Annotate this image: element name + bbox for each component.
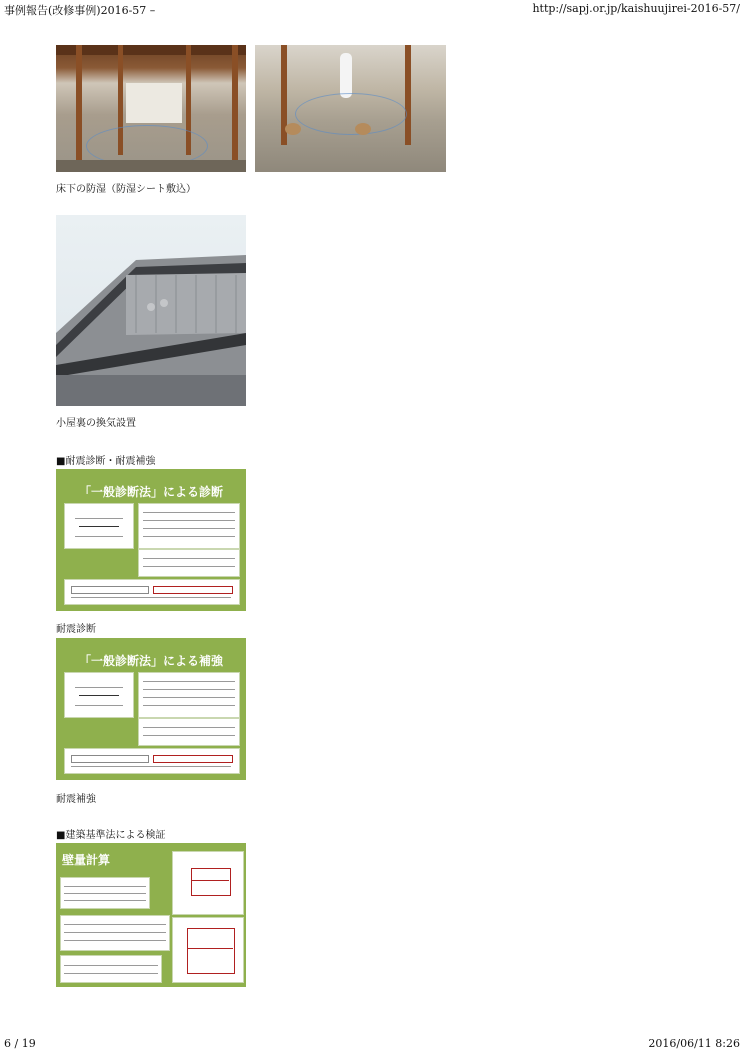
wall-calculation-slide	[56, 843, 246, 987]
wall-table-panel-2	[60, 915, 170, 951]
diagnosis-slide-title: 「一般診断法」による診断	[78, 485, 223, 499]
page-number: 6 / 19	[4, 1037, 36, 1050]
underfloor-photo-1	[56, 45, 246, 172]
attic-ventilation-photo	[56, 215, 246, 406]
caption-attic: 小屋裏の換気設置	[56, 418, 136, 429]
diagnosis-subtable-panel	[138, 549, 240, 577]
page-header-url[interactable]: http://sapj.or.jp/kaishuujirei-2016-57/	[532, 2, 740, 15]
reinforcement-table-panel	[138, 672, 240, 718]
page-header-title: 事例報告(改修事例)2016-57 –	[4, 4, 156, 17]
print-datetime: 2016/06/11 8:26	[648, 1037, 740, 1050]
caption-underfloor: 床下の防湿（防湿シート敷込）	[56, 184, 196, 195]
caption-diagnosis: 耐震診断	[56, 624, 96, 635]
diagnosis-summary-panel	[64, 503, 134, 549]
reinforcement-subtable-panel	[138, 718, 240, 746]
reinforcement-result-panel	[64, 748, 240, 774]
heading-seismic: ■耐震診断・耐震補強	[56, 456, 156, 467]
underfloor-photo-2	[255, 45, 446, 172]
heading-building-code: ■建築基準法による検証	[56, 830, 166, 841]
diagnosis-result-panel	[64, 579, 240, 605]
reinforcement-slide	[56, 638, 246, 780]
floor-plan-panel-2	[172, 917, 244, 983]
reinforcement-slide-title: 「一般診断法」による補強	[78, 654, 223, 668]
wall-table-panel-1	[60, 877, 150, 909]
wall-calculation-title: 壁量計算	[62, 853, 111, 867]
reinforcement-summary-panel	[64, 672, 134, 718]
wall-table-panel-3	[60, 955, 162, 983]
caption-reinforcement: 耐震補強	[56, 794, 96, 805]
diagnosis-slide	[56, 469, 246, 611]
floor-plan-panel-1	[172, 851, 244, 915]
diagnosis-table-panel	[138, 503, 240, 549]
